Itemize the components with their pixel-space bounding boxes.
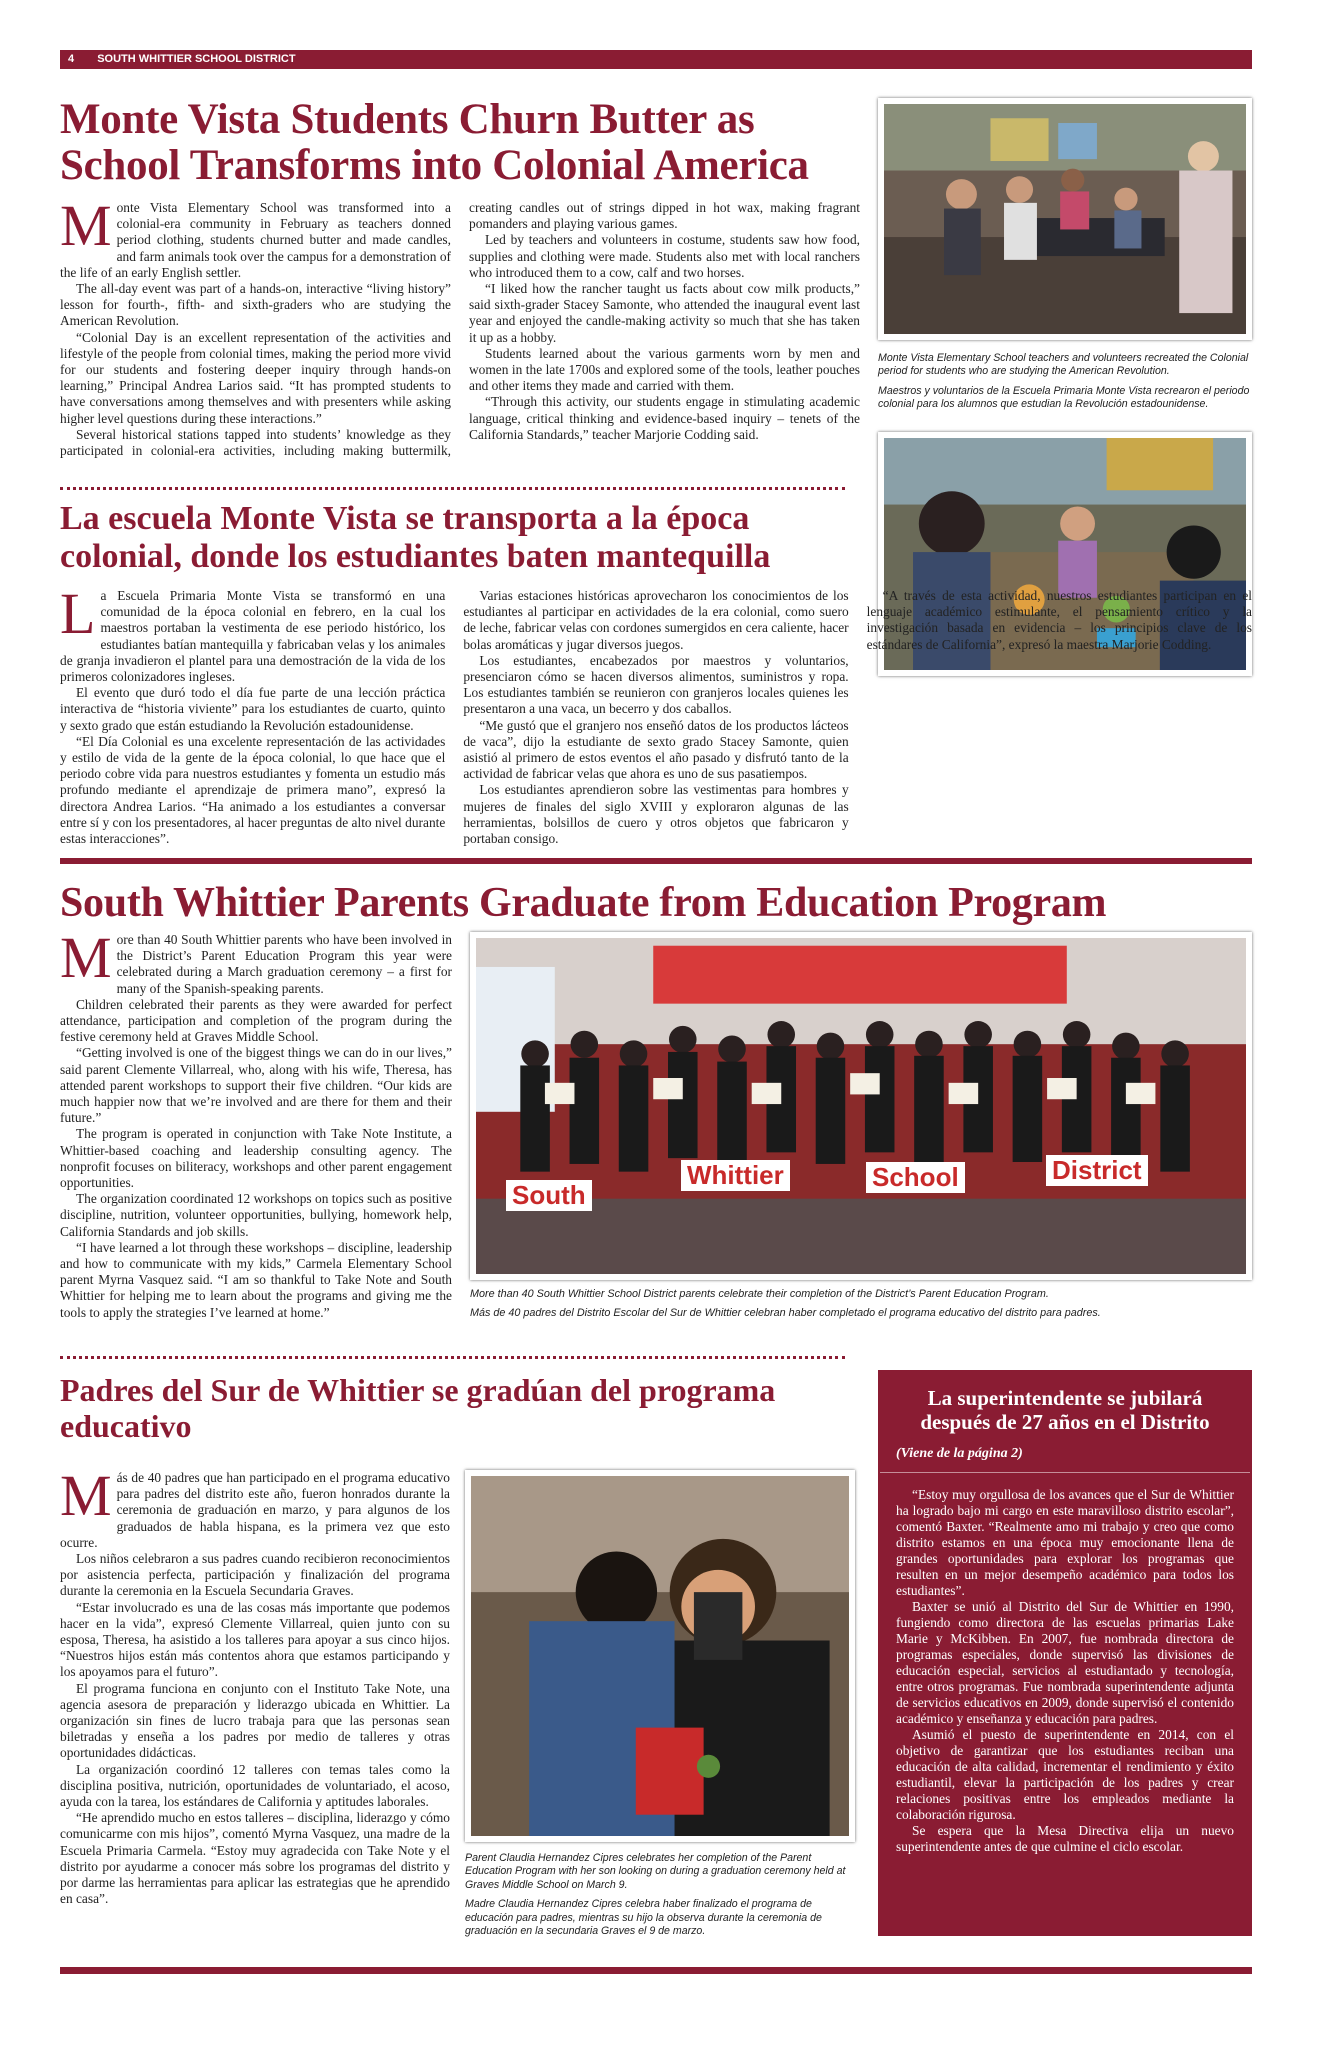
paragraph: a Escuela Primaria Monte Vista se transformó en una comunidad de la época colonial en febrero, en la cual los maestros portaban la vestimenta de ese periodo histórico, los estudiantes batían mantequilla y fabricaban velas y los animales de granja invadieron el plantel para una demostración de la vida de los primeros colonizadores ingleses.	[60, 588, 446, 685]
paragraph: The program is operated in conjunction with Take Note Institute, a Whittier-based coaching and leadership consulting agency. The nonprofit focuses on biliteracy, workshops and other parent engagement opportunities.	[60, 1126, 452, 1191]
paragraph: “I have learned a lot through these workshops – discipline, leadership and how to communicate with my kids,” Carmela Elementary School parent Myrna Vasquez said. “I am so thankful to Take Note and South Whittier for helping me to learn about the programs and giving me the tools to apply the strategies I’ve learned at home.”	[60, 1239, 452, 1320]
paragraph: “Estoy muy orgullosa de los avances que el Sur de Whittier ha logrado bajo mi cargo en este maravilloso distrito escolar”, comentó Baxter. “Realmente amo mi trabajo y creo que como distrito estamos en una época muy emocionante llena de grandes oportunidades para explorar los programas que resulten en un mejor desempeño académico para todos los estudiantes”.	[896, 1487, 1234, 1598]
article3-dropcap: M	[60, 925, 112, 990]
page-number: 4	[68, 53, 75, 65]
paragraph: Los estudiantes aprendieron sobre las vestimentas para hombres y mujeres de finales del siglo XVIII y exploraron algunas de las herramientas, bolsillos de cuero y otros objetos que fabricaron y portaban consigo.	[463, 782, 849, 847]
section-name: SOUTH WHITTIER SCHOOL DISTRICT	[97, 53, 296, 65]
photo-signs-row	[476, 1155, 1246, 1220]
paragraph: El programa funciona en conjunto con el Instituto Take Note, una agencia asesora de preparación y liderazgo ubicada en Whittier. La organización sin fines de lucro trabaja para que las personas sean biletradas y enseña a los padres por medio de talleres y otras oportunidades didácticas.	[60, 1680, 450, 1761]
parent-son-photo	[465, 1470, 855, 1842]
paragraph: El evento que duró todo el día fue parte de una lección práctica interactiva de “historia viviente” para los estudiantes de cuarto, quinto y sexto grado que están estudiando la Revolución estadounidense.	[60, 685, 446, 733]
article1-photo-caption	[878, 352, 1252, 412]
section-rule	[60, 858, 1252, 864]
dotted-divider	[60, 1356, 845, 1359]
paragraph: Asumió el puesto de superintendente en 2014, con el objetivo de garantizar que los estudiantes reciban una educación de alta calidad, incrementar el rendimiento y éxito estudiantil, elevar la participación de los padres y crear relaciones positivas entre los empleados mediante la colaboración rigurosa.	[896, 1727, 1234, 1822]
superintendent-sidebar	[878, 1370, 1252, 1936]
paragraph: Baxter se unió al Distrito del Sur de Whittier en 1990, fungiendo como directora de las escuelas primarias Lake Marie y McKibben. En 2007, fue nombrada directora de programas especiales, donde supervisó las divisiones de educación especial, servicios al estudiantado y tecnología, entre otros programas. Fue nombrada superintendente adjunta de servicios educativos en 2009, donde supervisó el contenido académico y enseñanza y educación para padres.	[896, 1599, 1234, 1726]
article3-photo-caption	[470, 1288, 1252, 1321]
article3-body	[60, 925, 452, 1321]
paragraph: “He aprendido mucho en estos talleres – disciplina, liderazgo y cómo comunicarme con mis hijos”, comentó Myrna Vasquez, una madre de la Escuela Primaria Carmela. “Estoy muy agradecida con Take Note y el distrito por ayudarme a conocer más sobre los programas del distrito y por darme las herramientas para aplicar las estrategias que he aprendido en casa”.	[60, 1810, 450, 1907]
paragraph: The all-day event was part of a hands-on, interactive “living history” lesson for fourth-, fifth- and sixth-graders who are studying the American Revolution.	[60, 281, 451, 329]
article1-headline: Monte Vista Students Churn Butter as School Transforms into Colonial America	[60, 96, 809, 189]
paragraph: La organización coordinó 12 talleres con temas tales como la disciplina positiva, nutrición, oportunidades de voluntariado, el acoso, ayuda con la tarea, los estándares de California y aptitudes laborales.	[60, 1761, 450, 1810]
paragraph: “Estar involucrado es una de las cosas más importante que podemos hacer en la vida”, expresó Clemente Villarreal, quien junto con su esposa, Theresa, ha asistido a los talleres para apoyar a sus cinco hijos. “Nuestros hijos están más contentos ahora que estamos participando y los apoyamos para el futuro”.	[60, 1599, 450, 1680]
paragraph: The organization coordinated 12 workshops on topics such as positive discipline, nutrition, volunteer opportunities, bullying, homework help, California Standards and job skills.	[60, 1191, 452, 1239]
dotted-divider	[60, 487, 845, 490]
article2-headline: La escuela Monte Vista se transporta a la época colonial, donde los estudiantes baten mantequilla	[60, 500, 771, 575]
paragraph: Several historical stations tapped into students’ knowledge as they participated in colonial-era activities, including making buttermilk, creating candles out of strings dipped in hot wax, making fragrant pomanders and playing various games.	[60, 200, 860, 459]
sign-district: District	[1046, 1155, 1148, 1186]
paragraph: Children celebrated their parents as they were awarded for perfect attendance, participation and completion of the program during the festive ceremony held at Graves Middle School.	[60, 996, 452, 1045]
article3-headline: South Whittier Parents Graduate from Education Program	[60, 880, 1107, 926]
article4-body	[60, 1463, 450, 1907]
caption-english: Parent Claudia Hernandez Cipres celebrates her completion of the Parent Education Program with her son looking on during a graduation ceremony held at Graves Middle School on March 9.	[465, 1852, 846, 1891]
article1-dropcap: M	[60, 193, 112, 258]
article2-dropcap: L	[60, 581, 96, 646]
sidebar-title: La superintendente se jubilará después de 27 años en el Distrito	[920, 1386, 1210, 1434]
paragraph: Los niños celebraron a sus padres cuando recibieron reconocimientos por asistencia perfecta, participación y finalización del programa durante la ceremonia en la Escuela Secundaria Graves.	[60, 1551, 450, 1599]
paragraph: Los estudiantes, encabezados por maestros y voluntarios, presenciaron cómo se hacen diversos alimentos, suministros y ropa. Los estudiantes también se reunieron con granjeros locales quienes les presentaron a una vaca, un becerro y dos caballos.	[463, 652, 849, 717]
caption-spanish: Madre Claudia Hernandez Cipres celebra haber finalizado el programa de educación para padres, mientras su hijo la observa durante la ceremonia de graduación en la secundaria Graves el 9 de marzo.	[465, 1898, 822, 1938]
paragraph: ore than 40 South Whittier parents who have been involved in the District’s Parent Education Program this year were celebrated during a March graduation ceremony – a first for many of the Spanish-speaking parents.	[116, 932, 452, 996]
bottom-rule	[60, 1967, 1252, 1974]
paragraph: “El Día Colonial es una excelente representación de las actividades y estilo de vida de la gente de la época colonial, lo que hace que el periodo cobre vida para nuestros estudiantes y fomenta un estudio más profundo mediante el aprendizaje de primera mano”, expresó la directora Andrea Larios. “Ha animado a los estudiantes a conversar entre sí y con los presentadores, al hacer preguntas de alto nivel durante estas interacciones”.	[60, 733, 446, 847]
paragraph: onte Vista Elementary School was transformed into a colonial-era community in February as teachers donned period clothing, students churned butter and made candles, and farm animals took over the campus for a demonstration of the life of an early English settler.	[60, 200, 451, 280]
sidebar-divider	[880, 1472, 1250, 1473]
paragraph: “Through this activity, our students engage in stimulating academic language, critical thinking and evidence-based inquiry – tenets of the California Standards,” teacher Marjorie Codding said.	[469, 394, 860, 442]
paragraph: “A través de esta actividad, nuestros estudiantes participan en el lenguaje académico estimulante, el pensamiento crítico y la investigación basada en evidencia – los principios clave de los estándares de California”, expresó la maestra Marjorie Codding.	[866, 588, 1252, 652]
article2-body	[60, 581, 1252, 856]
paragraph: Students learned about the various garments worn by men and women in the late 1700s and explored some of the tools, leather pouches and other items they made and carried with them.	[469, 345, 860, 394]
paragraph: “Getting involved is one of the biggest things we can do in our lives,” said parent Clemente Villarreal, who, along with his wife, Theresa, has attended parent workshops to support their five children. “Our kids are much happier now that we’re involved and are there for them and their future.”	[60, 1045, 452, 1126]
sidebar-body	[896, 1487, 1234, 1855]
paragraph: ás de 40 padres que han participado en el programa educativo para padres del distrito este año, fueron honrados durante la ceremonia de graduación en marzo, y para algunos de los graduados de habla hispana, es la primera vez que esto ocurre.	[60, 1470, 450, 1550]
caption-spanish: Maestros y voluntarios de la Escuela Primaria Monte Vista recrearon el periodo colonial para los alumnos que estudian la Revolución estadounidense.	[878, 384, 1250, 411]
article4-photo-caption	[465, 1852, 855, 1938]
paragraph: “I liked how the rancher taught us facts about cow milk products,” said sixth-grader Stacey Samonte, who attended the inaugural event last year and enjoyed the candle-making activity so much that she has taken it up as a hobby.	[469, 281, 860, 345]
caption-english: Monte Vista Elementary School teachers and volunteers recreated the Colonial period for students who are studying the American Revolution.	[878, 352, 1249, 378]
sign-south: South	[506, 1180, 592, 1211]
paragraph: “Colonial Day is an excellent representation of the activities and lifestyle of the people from colonial times, making the period more vivid for our students and fostering deeper inquiry through hands-on learning,” Principal Andrea Larios said. “It has prompted students to have conversations among themselves and with presenters while asking higher level questions during these interactions.”	[60, 329, 451, 426]
sign-whittier: Whittier	[681, 1160, 790, 1191]
paragraph: Se espera que la Mesa Directiva elija un nuevo superintendente antes de que culmine el ciclo escolar.	[896, 1823, 1234, 1854]
paragraph: “Me gustó que el granjero nos enseñó datos de los productos lácteos de vaca”, dijo la estudiante de sexto grado Stacey Samonte, quien asistió al primero de estos eventos el año pasado y disfrutó tanto de la actividad de fabricar velas que ahora es uno de sus pasatiempos.	[463, 717, 849, 782]
article1-body	[60, 193, 860, 470]
paragraph: Varias estaciones históricas aprovecharon los conocimientos de los estudiantes al participar en actividades de la era colonial, como suero de leche, fabricar velas con cordones sumergidos en cera caliente, hacer bolas aromáticas y jugar diversos juegos.	[463, 588, 849, 652]
page-header-bar	[60, 50, 1252, 69]
sign-school: School	[866, 1162, 965, 1193]
sidebar-continued-note: (Viene de la página 2)	[896, 1446, 1023, 1461]
article4-headline: Padres del Sur de Whittier se gradúan del programa educativo	[60, 1372, 776, 1444]
colonial-classroom-photo	[878, 98, 1252, 340]
graduation-group-photo	[470, 932, 1252, 1280]
caption-spanish: Más de 40 padres del Distrito Escolar del Sur de Whittier celebran haber completado el programa educativo del distrito para padres.	[470, 1307, 1101, 1320]
paragraph: Led by teachers and volunteers in costume, students saw how food, supplies and clothing were made. Students also met with local ranchers who introduced them to a cow, calf and two horses.	[469, 232, 860, 280]
article4-dropcap: M	[60, 1463, 112, 1528]
caption-english: More than 40 South Whittier School District parents celebrate their completion of the District’s Parent Education Program.	[470, 1288, 1049, 1300]
